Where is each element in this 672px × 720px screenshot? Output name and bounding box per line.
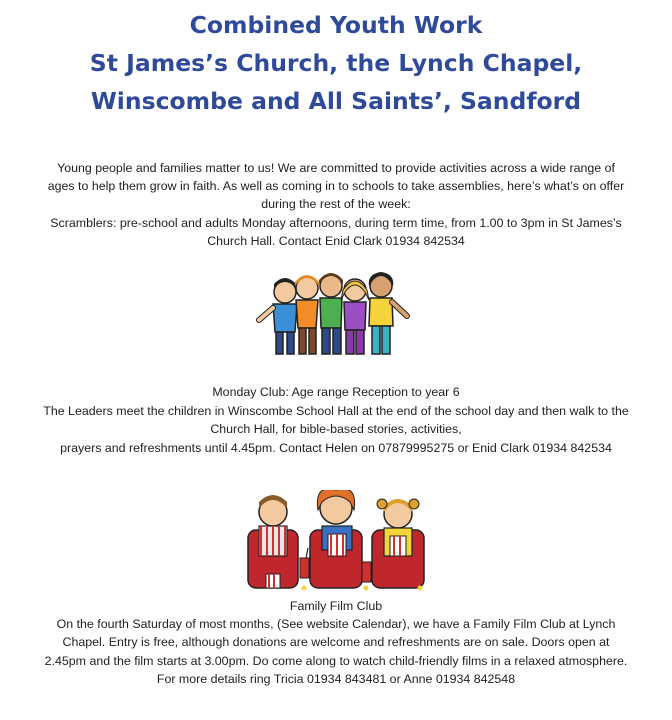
intro-line-2: ages to help them grow in faith. As well as coming in to schools to take assemblies, here’s what’s on offer xyxy=(47,179,625,193)
page-subtitle-line-2: Winscombe and All Saints’, Sandford xyxy=(90,87,582,115)
film-club-line-4: For more details ring Tricia 01934 843481 or Anne 01934 842548 xyxy=(156,672,516,686)
intro-line-3: during the rest of the week: xyxy=(261,197,411,211)
children-group-illustration xyxy=(255,270,415,362)
monday-club-line-1: The Leaders meet the children in Winscombe School Hall at the end of the school day and then walk to the xyxy=(43,404,629,418)
page-title: Combined Youth Work xyxy=(189,11,483,39)
scramblers-line-1: Scramblers: pre-school and adults Monday afternoons, during term time, from 1.00 to 3pm in St James’s xyxy=(50,216,622,230)
film-club-line-1: On the fourth Saturday of most months, (See website Calendar), we have a Family Film Club at Lynch xyxy=(56,617,616,631)
film-club-line-2: Chapel. Entry is free, although donations are welcome and refreshments are on sale. Doors open at xyxy=(62,635,610,649)
scramblers-line-2: Church Hall. Contact Enid Clark 01934 842534 xyxy=(207,234,465,248)
page-subtitle-line-1: St James’s Church, the Lynch Chapel, xyxy=(89,49,583,77)
monday-club-heading: Monday Club: Age range Reception to year 6 xyxy=(212,385,460,399)
intro-line-1: Young people and families matter to us! We are committed to provide activities across a wide range of xyxy=(57,161,615,175)
cinema-children-illustration xyxy=(244,490,430,594)
monday-club-line-3: prayers and refreshments until 4.45pm. Contact Helen on 07879995275 or Enid Clark 01934 842534 xyxy=(60,441,612,455)
film-club-heading: Family Film Club xyxy=(289,599,383,613)
film-club-line-3: 2.45pm and the film starts at 3.00pm. Do come along to watch child-friendly films in a relaxed atmosphere. xyxy=(44,654,628,668)
monday-club-line-2: Church Hall, for bible-based stories, activities, xyxy=(210,422,462,436)
